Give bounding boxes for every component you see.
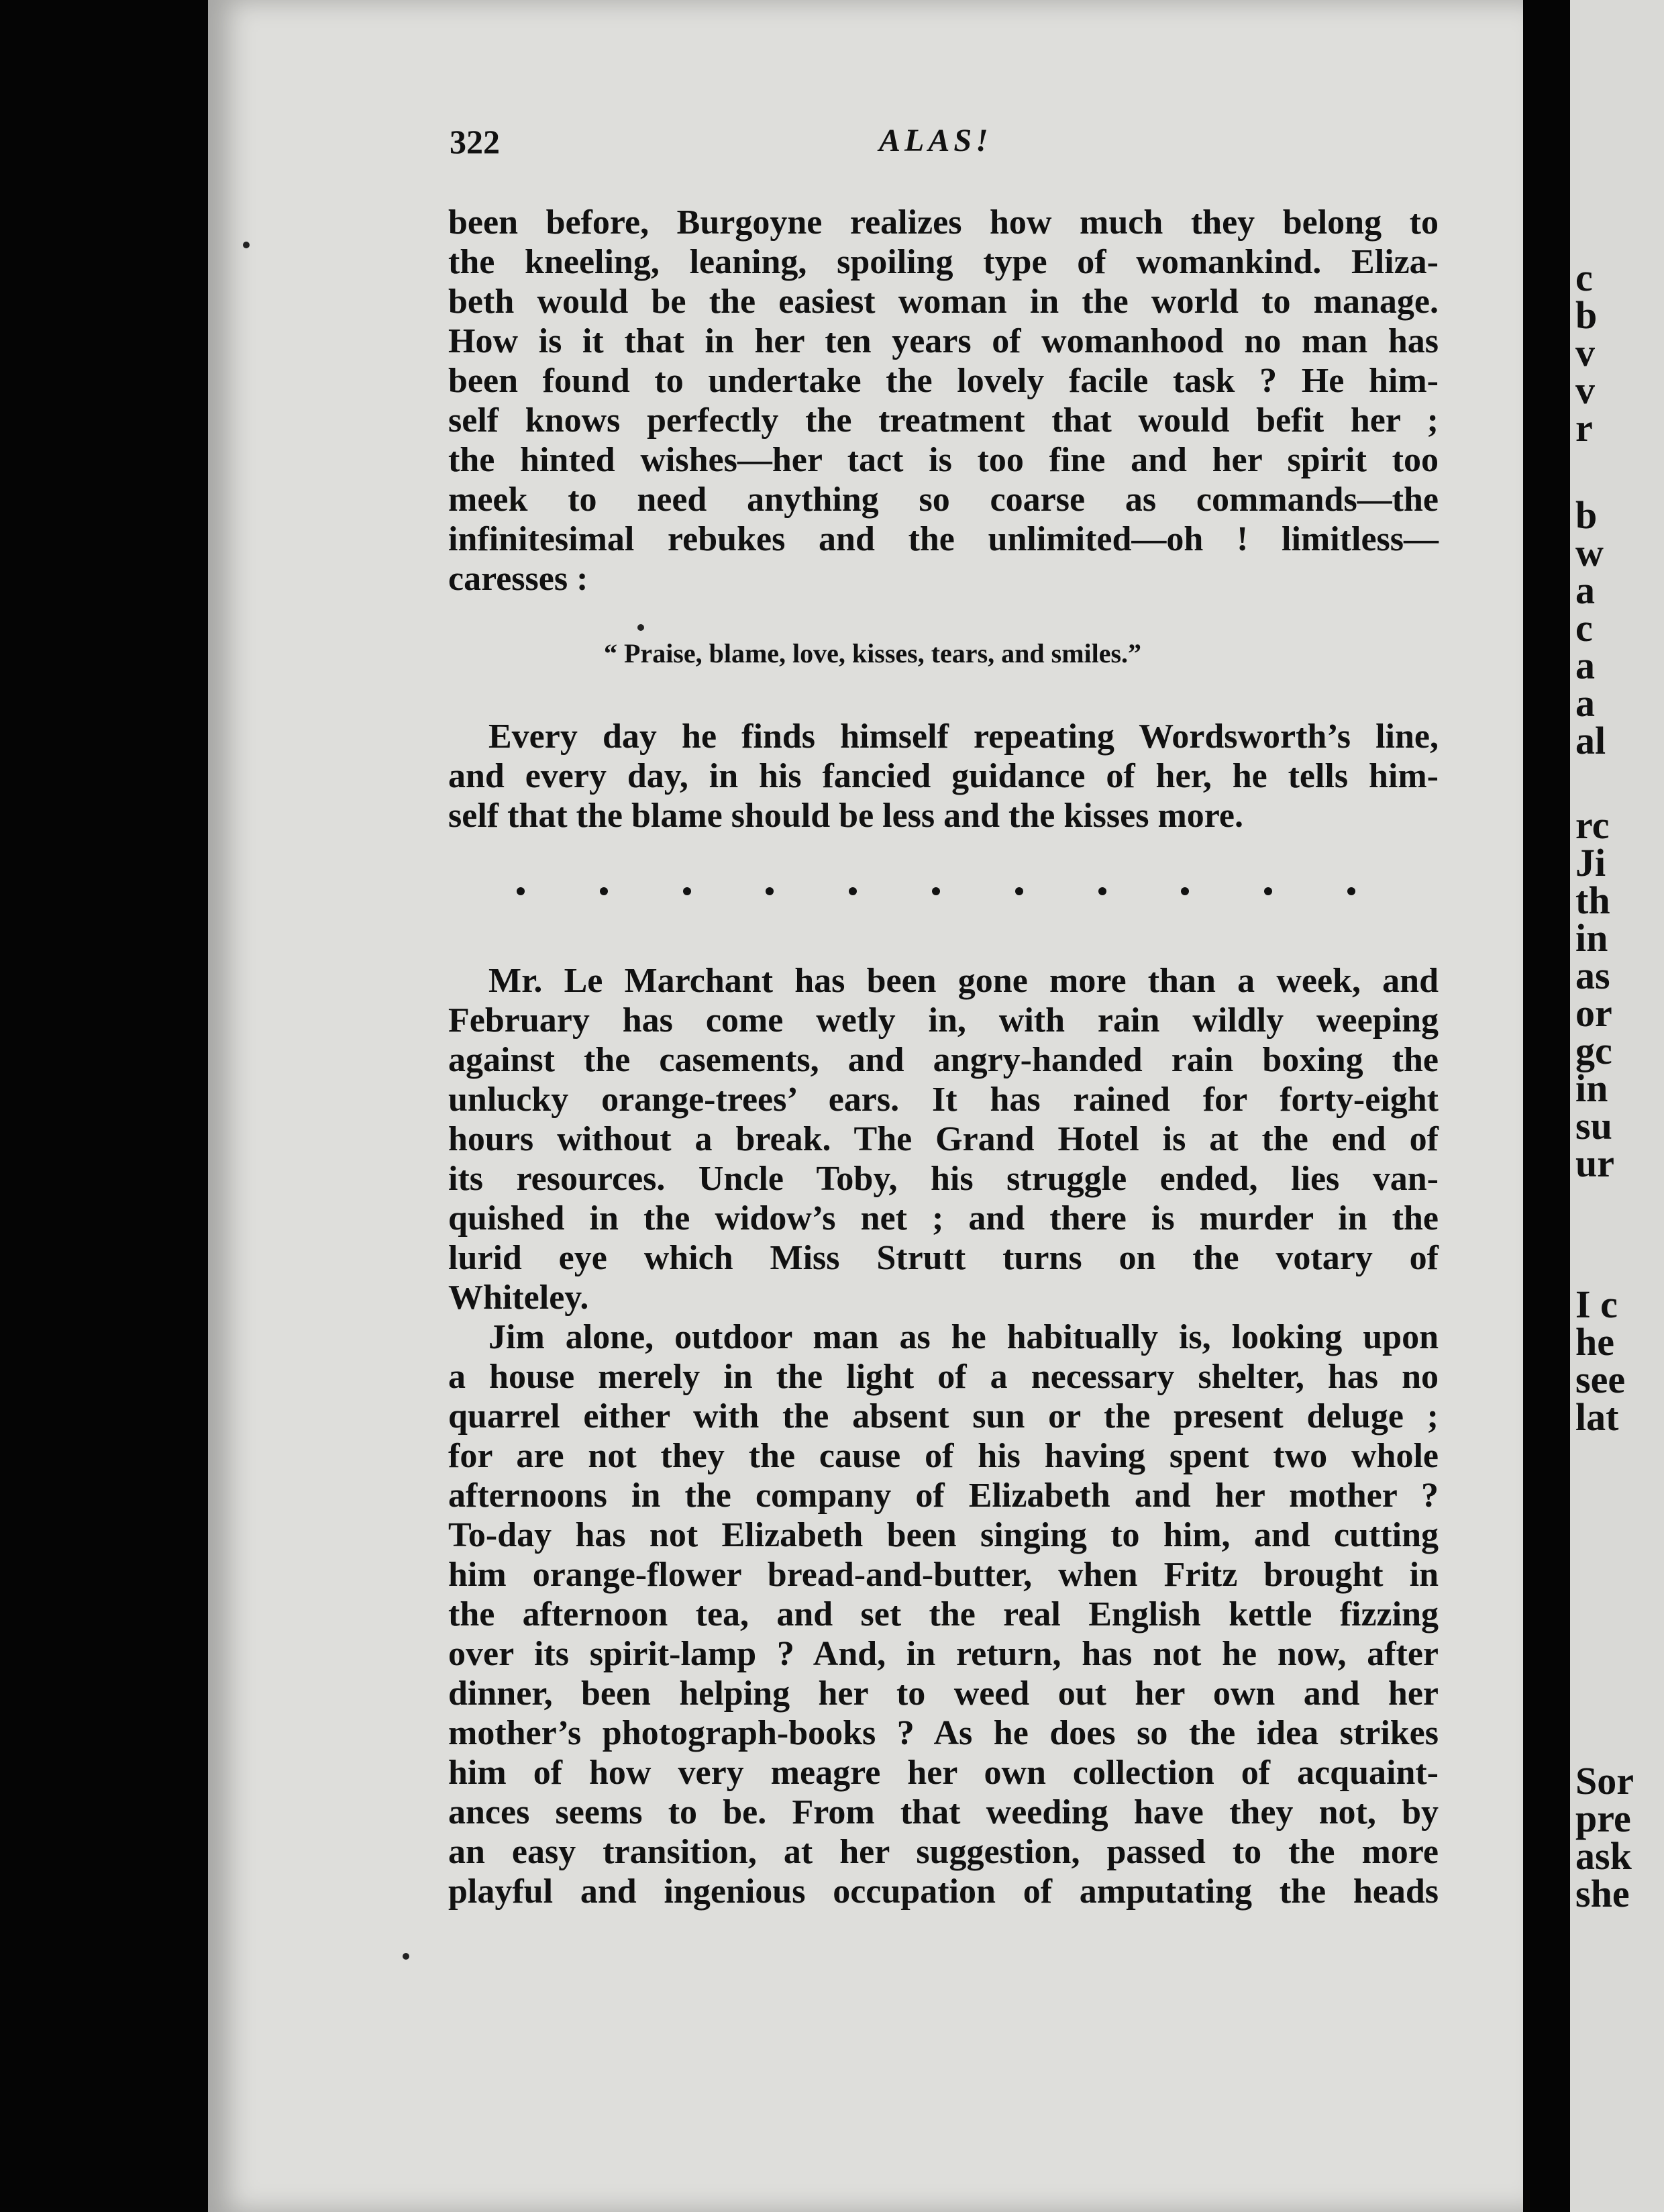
facing-fragment: th — [1575, 878, 1610, 922]
text-line: caresses : — [448, 560, 588, 598]
facing-fragment: r — [1575, 406, 1593, 450]
paragraph-1 — [448, 203, 1439, 599]
text-line: against the casements, and angry-handed rain boxing the — [448, 1041, 1439, 1079]
facing-fragment: in — [1575, 916, 1608, 960]
separator-dot — [1264, 887, 1272, 895]
facing-page-edge — [1570, 0, 1664, 2212]
facing-fragment: v — [1575, 368, 1595, 412]
facing-fragment: a — [1575, 568, 1595, 612]
text-line: been found to undertake the lovely facile task ? He him- — [448, 362, 1439, 400]
separator-dot — [1098, 887, 1106, 895]
facing-fragment: I c — [1575, 1283, 1618, 1326]
facing-fragment: pre — [1575, 1797, 1631, 1840]
separator-dot — [849, 887, 857, 895]
poetry-quote: “ Praise, blame, love, kisses, tears, and smiles.” — [604, 638, 1142, 668]
text-line: him of how very meagre her own collection of acquaint- — [448, 1754, 1439, 1792]
text-line: quished in the widow’s net ; and there is murder in the — [448, 1199, 1439, 1238]
facing-fragment: ur — [1575, 1142, 1614, 1185]
text-line: Whiteley. — [448, 1278, 589, 1317]
facing-fragment: al — [1575, 719, 1606, 762]
facing-fragment: or — [1575, 991, 1612, 1035]
text-line: unlucky orange-trees’ ears. It has rained for forty-eight — [448, 1080, 1439, 1119]
facing-fragment: a — [1575, 681, 1595, 725]
facing-fragment: Sor — [1575, 1759, 1634, 1803]
facing-fragment: su — [1575, 1104, 1612, 1148]
separator-dot — [1181, 887, 1189, 895]
text-line: self that the blame should be less and the kisses more. — [448, 797, 1244, 835]
text-line: the kneeling, leaning, spoiling type of womankind. Eliza- — [448, 243, 1439, 281]
facing-fragment: gc — [1575, 1029, 1612, 1072]
separator-dot — [600, 887, 608, 895]
text-line: its resources. Uncle Toby, his struggle ended, lies van- — [448, 1160, 1439, 1198]
text-line: him orange-flower bread-and-butter, when Fritz brought in — [448, 1556, 1439, 1594]
text-line: hours without a break. The Grand Hotel is at the end of — [448, 1120, 1439, 1158]
separator-dot — [683, 887, 691, 895]
facing-fragment: she — [1575, 1872, 1630, 1915]
text-line: ances seems to be. From that weeding have they not, by — [448, 1793, 1439, 1831]
text-line: and every day, in his fancied guidance of her, he tells him- — [448, 757, 1439, 795]
text-line: lurid eye which Miss Strutt turns on the votary of — [448, 1239, 1439, 1277]
paragraph-4 — [448, 1317, 1439, 1911]
facing-fragment: ask — [1575, 1834, 1632, 1878]
text-line: February has come wetly in, with rain wildly weeping — [448, 1001, 1439, 1040]
facing-fragment: lat — [1575, 1395, 1619, 1439]
text-line: over its spirit-lamp ? And, in return, has not he now, after — [448, 1635, 1439, 1673]
facing-fragment: Ji — [1575, 841, 1606, 885]
facing-fragment: a — [1575, 644, 1595, 687]
text-line: for are not they the cause of his having spent two whole — [448, 1437, 1439, 1475]
text-line: self knows perfectly the treatment that would befit her ; — [448, 401, 1439, 440]
facing-fragment: in — [1575, 1066, 1608, 1110]
facing-fragment: c — [1575, 256, 1593, 299]
text-line: meek to need anything so coarse as commands—the — [448, 481, 1439, 519]
facing-fragment: w — [1575, 531, 1604, 574]
section-separator — [517, 887, 1355, 901]
text-line: Every day he finds himself repeating Wordsworth’s line, — [488, 717, 1439, 756]
text-line: afternoons in the company of Elizabeth and her mother ? — [448, 1476, 1439, 1515]
dust-speck — [243, 242, 250, 248]
text-line: the hinted wishes—her tact is too fine and her spirit too — [448, 441, 1439, 479]
text-line: infinitesimal rebukes and the unlimited—oh ! limitless— — [448, 520, 1439, 558]
facing-fragment: v — [1575, 331, 1595, 374]
dust-speck — [403, 1953, 409, 1960]
paragraph-3 — [448, 961, 1439, 1317]
separator-dot — [1347, 887, 1355, 895]
text-line: been before, Burgoyne realizes how much they belong to — [448, 203, 1439, 242]
facing-fragment: b — [1575, 493, 1598, 537]
dust-speck — [637, 624, 644, 631]
paragraph-2 — [448, 717, 1439, 836]
text-line: the afternoon tea, and set the real English kettle fizzing — [448, 1595, 1439, 1633]
text-line: How is it that in her ten years of womanhood no man has — [448, 322, 1439, 360]
text-line: dinner, been helping her to weed out her own and her — [448, 1674, 1439, 1713]
text-line: quarrel either with the absent sun or the present deluge ; — [448, 1397, 1439, 1436]
facing-fragment: rc — [1575, 803, 1610, 847]
running-title: ALAS! — [879, 123, 992, 158]
text-line: Mr. Le Marchant has been gone more than a week, and — [488, 962, 1439, 1000]
facing-fragment: c — [1575, 606, 1593, 650]
facing-fragment: he — [1575, 1320, 1614, 1364]
text-line: mother’s photograph-books ? As he does so the idea strikes — [448, 1714, 1439, 1752]
text-line: playful and ingenious occupation of amputating the heads — [448, 1872, 1439, 1911]
separator-dot — [517, 887, 525, 895]
facing-fragment: see — [1575, 1358, 1626, 1401]
separator-dot — [1015, 887, 1023, 895]
text-line: a house merely in the light of a necessary shelter, has no — [448, 1358, 1439, 1396]
separator-dot — [766, 887, 774, 895]
separator-dot — [932, 887, 940, 895]
text-line: Jim alone, outdoor man as he habitually is, looking upon — [488, 1318, 1439, 1356]
page-header — [450, 122, 1443, 169]
facing-fragment: b — [1575, 293, 1598, 337]
text-line: beth would be the easiest woman in the world to manage. — [448, 283, 1439, 321]
facing-fragment: as — [1575, 954, 1610, 997]
text-line: an easy transition, at her suggestion, passed to the more — [448, 1833, 1439, 1871]
page-number: 322 — [450, 123, 500, 160]
text-line: To-day has not Elizabeth been singing to him, and cutting — [448, 1516, 1439, 1554]
